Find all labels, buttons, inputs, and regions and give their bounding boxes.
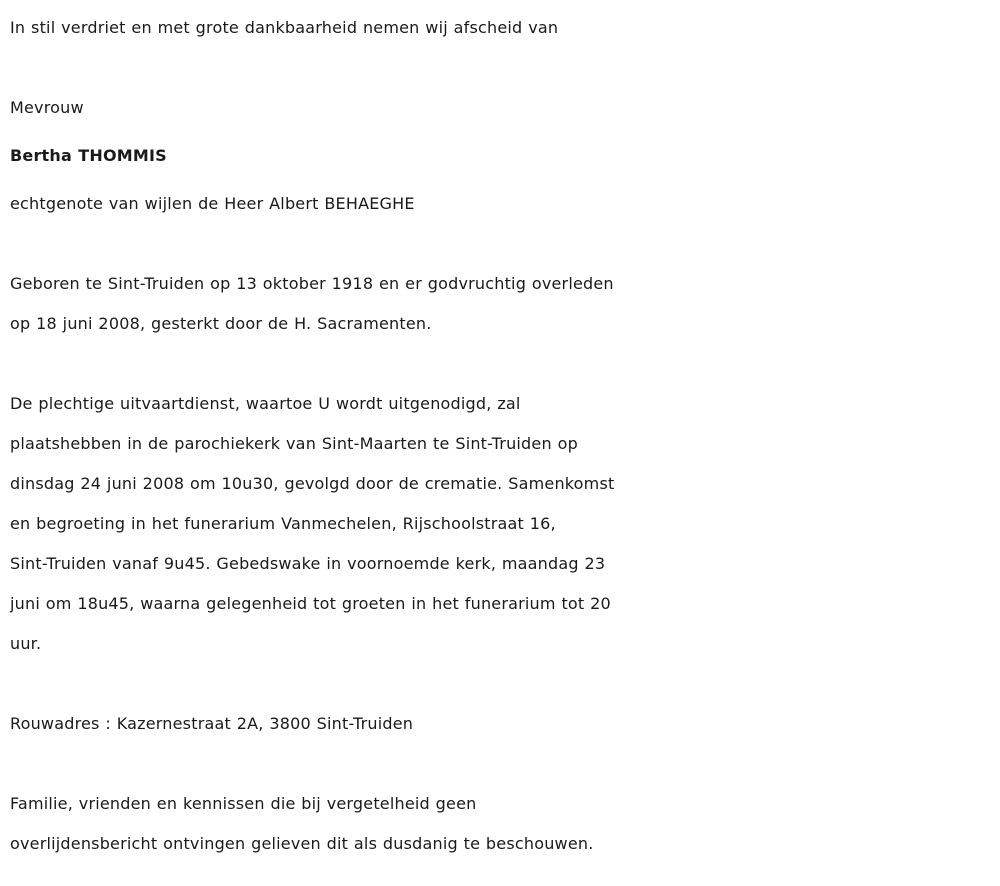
funeral-paragraph <box>10 384 1000 664</box>
paragraph-line: dinsdag 24 juni 2008 om 10u30, gevolgd door de crematie. Samenkomst <box>10 474 615 493</box>
birth-death-paragraph <box>10 264 1000 344</box>
paragraph-line: uur. <box>10 634 42 653</box>
paragraph-line: juni om 18u45, waarna gelegenheid tot groeten in het funerarium tot 20 <box>10 594 611 613</box>
paragraph-line: Familie, vrienden en kennissen die bij vergetelheid geen <box>10 794 477 813</box>
closing-paragraph <box>10 784 1000 864</box>
honorific-title: Mevrouw <box>10 98 84 117</box>
paragraph-line: en begroeting in het funerarium Vanmechelen, Rijschoolstraat 16, <box>10 514 556 533</box>
paragraph-line: plaatshebben in de parochiekerk van Sint-Maarten te Sint-Truiden op <box>10 434 578 453</box>
paragraph-line: Geboren te Sint-Truiden op 13 oktober 1918 en er godvruchtig overleden <box>10 274 614 293</box>
paragraph-line: overlijdensbericht ontvingen gelieven dit als dusdanig te beschouwen. <box>10 834 594 853</box>
paragraph-line: Sint-Truiden vanaf 9u45. Gebedswake in voornoemde kerk, maandag 23 <box>10 554 606 573</box>
deceased-name: Bertha THOMMIS <box>10 146 167 165</box>
address-paragraph <box>10 704 1000 744</box>
intro-text: In stil verdriet en met grote dankbaarheid nemen wij afscheid van <box>10 18 559 37</box>
spouse-info: echtgenote van wijlen de Heer Albert BEHAEGHE <box>10 194 415 213</box>
paragraph-line: op 18 juni 2008, gesterkt door de H. Sacramenten. <box>10 314 432 333</box>
paragraph-line: De plechtige uitvaartdienst, waartoe U wordt uitgenodigd, zal <box>10 394 521 413</box>
mourning-address: Rouwadres : Kazernestraat 2A, 3800 Sint-Truiden <box>10 714 414 733</box>
death-notice <box>0 8 1000 864</box>
